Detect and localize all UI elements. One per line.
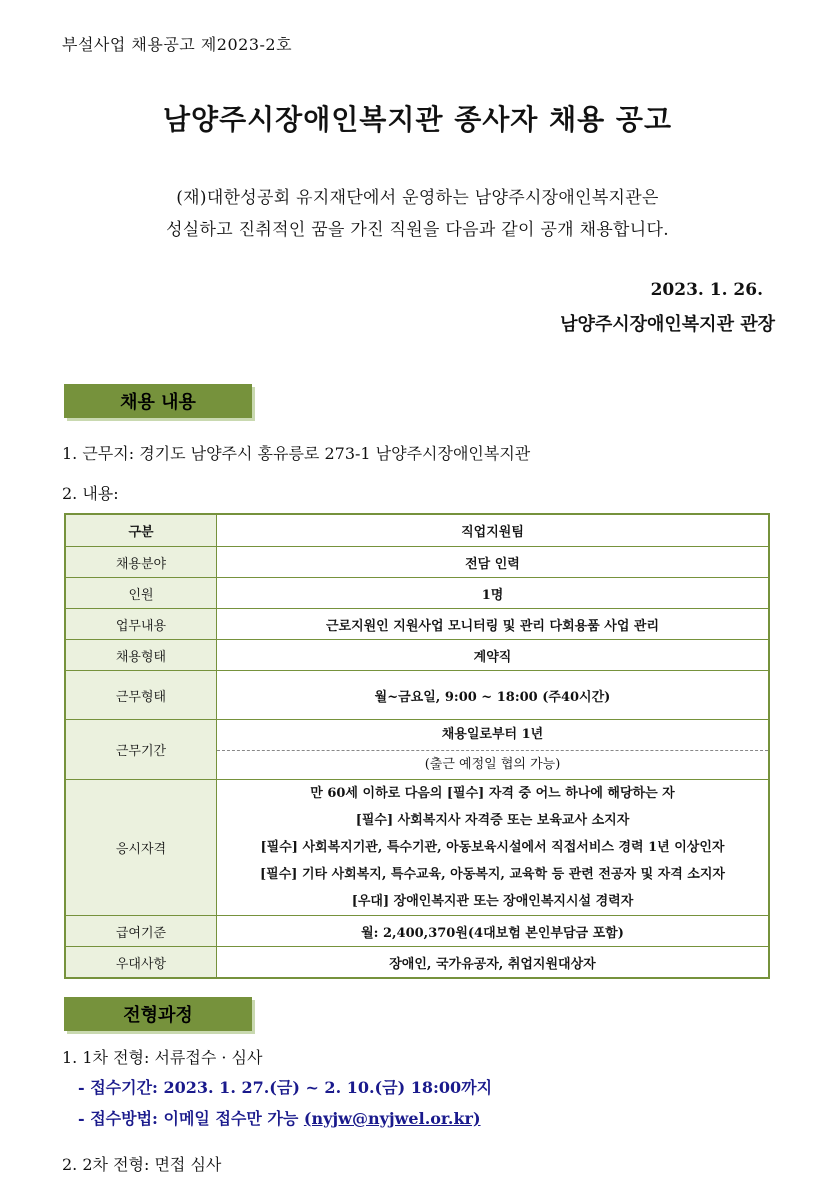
application-period: - 접수기간: 2023. 1. 27.(금) ~ 2. 10.(금) 18:00까지 [78, 1078, 493, 1097]
qualification-item: [필수] 사회복지사 자격증 또는 보육교사 소지자 [355, 813, 630, 828]
table-row [65, 780, 769, 916]
table-row [65, 916, 769, 947]
table-row [65, 947, 769, 979]
table-row [65, 671, 769, 720]
page-title: 남양주시장애인복지관 종사자 채용 공고 [162, 103, 673, 136]
qualification-item: [필수] 사회복지기관, 특수기관, 아동보육시설에서 직접서비스 경력 1년 이상인자 [260, 840, 725, 855]
table-value: 장애인, 국가유공자, 취업지원대상자 [217, 947, 770, 979]
table-value: 전담 인력 [217, 547, 770, 578]
section-header-recruitment: 채용 내용 [64, 384, 252, 418]
email-link[interactable]: (nyjw@nyjwel.or.kr) [303, 1109, 481, 1128]
step1-line: 1. 1차 전형: 서류접수 · 심사 [62, 1048, 263, 1067]
notice-date: 2023. 1. 26. [650, 280, 763, 300]
table-value: 직업지원팀 [217, 514, 770, 547]
recruitment-table [64, 513, 770, 979]
content-label: 2. 내용: [62, 484, 119, 503]
workplace-line: 1. 근무지: 경기도 남양주시 홍유릉로 273-1 남양주시장애인복지관 [62, 444, 531, 463]
intro-line-2: 성실하고 진취적인 꿈을 가진 직원을 다음과 같이 공개 채용합니다. [166, 220, 669, 240]
table-label: 채용형태 [65, 640, 217, 671]
table-label: 업무내용 [65, 609, 217, 640]
table-label: 채용분야 [65, 547, 217, 578]
step2-line: 2. 2차 전형: 면접 심사 [62, 1155, 222, 1174]
notice-number: 부설사업 채용공고 제2023-2호 [62, 35, 293, 54]
table-label: 구분 [65, 514, 217, 547]
period-main: 채용일로부터 1년 [217, 720, 768, 751]
table-value: 계약직 [217, 640, 770, 671]
table-row [65, 640, 769, 671]
table-row [65, 514, 769, 547]
period-note: (출근 예정일 협의 가능) [424, 757, 561, 772]
signer: 남양주시장애인복지관 관장 [560, 314, 775, 335]
table-value: 월~금요일, 9:00 ~ 18:00 (주40시간) [217, 671, 770, 720]
table-label: 응시자격 [65, 780, 217, 916]
table-value: 근로지원인 지원사업 모니터링 및 관리 다회용품 사업 관리 [217, 609, 770, 640]
table-label: 근무형태 [65, 671, 217, 720]
table-value: 월: 2,400,370원(4대보험 본인부담금 포함) [217, 916, 770, 947]
table-label: 인원 [65, 578, 217, 609]
table-row [65, 547, 769, 578]
table-row [65, 609, 769, 640]
table-row [65, 720, 769, 780]
application-method-label: - 접수방법: 이메일 접수만 가능 [78, 1109, 304, 1128]
qualification-list [217, 780, 770, 916]
table-row [65, 578, 769, 609]
application-method [78, 1106, 481, 1129]
table-label: 우대사항 [65, 947, 217, 979]
table-value-period [217, 720, 770, 780]
intro-line-1: (재)대한성공회 유지재단에서 운영하는 남양주시장애인복지관은 [176, 188, 659, 208]
qualification-item: [필수] 기타 사회복지, 특수교육, 아동복지, 교육학 등 관련 전공자 및 자격 소지자 [260, 867, 725, 882]
table-label: 근무기간 [65, 720, 217, 780]
qualification-item: 만 60세 이하로 다음의 [필수] 자격 중 어느 하나에 해당하는 자 [310, 786, 675, 801]
table-label: 급여기준 [65, 916, 217, 947]
section-header-selection: 전형과정 [64, 997, 252, 1031]
table-value: 1명 [217, 578, 770, 609]
qualification-item: [우대] 장애인복지관 또는 장애인복지시설 경력자 [351, 894, 634, 909]
